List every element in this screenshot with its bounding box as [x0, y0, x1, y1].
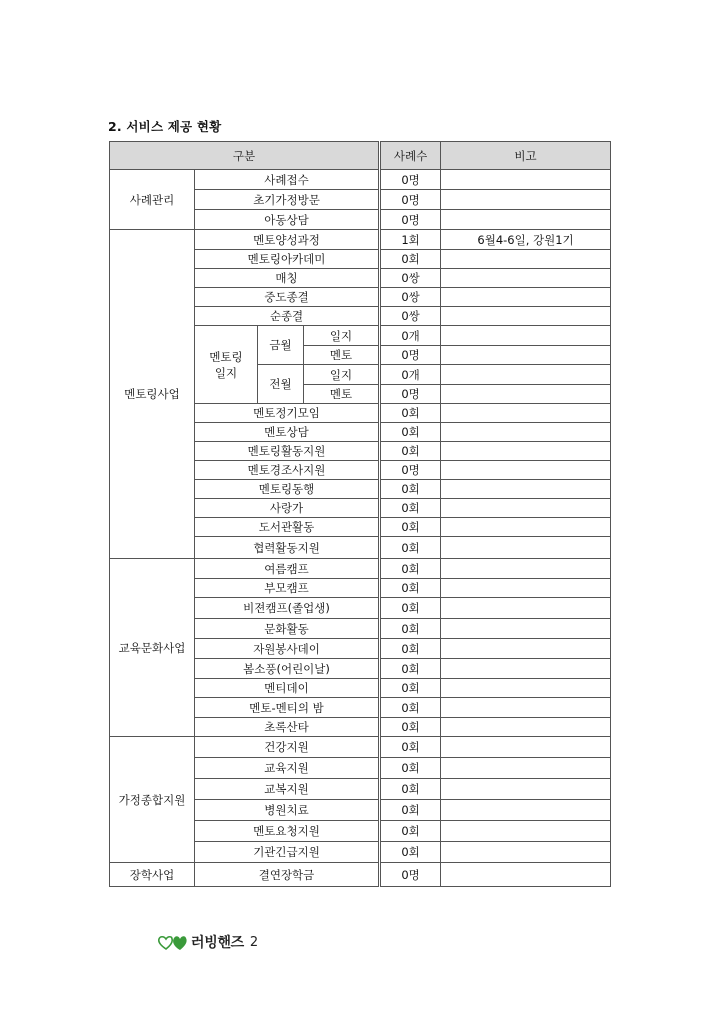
row-name: 일지: [304, 365, 380, 385]
row-note: [441, 639, 611, 659]
row-count: 0회: [380, 842, 441, 863]
row-count: 0회: [380, 499, 441, 518]
row-note: [441, 821, 611, 842]
row-note: [441, 288, 611, 307]
group-label-scholar: 장학사업: [110, 863, 195, 887]
row-note: [441, 385, 611, 404]
row-count: 0회: [380, 619, 441, 639]
row-name: 멘토: [304, 346, 380, 365]
row-count: 0회: [380, 480, 441, 499]
row-note: [441, 190, 611, 210]
row-note: [441, 326, 611, 346]
logo-text: 러빙핸즈: [191, 935, 244, 951]
row-name: 기관긴급지원: [195, 842, 380, 863]
row-name: 비젼캠프(졸업생): [195, 598, 380, 619]
table-row: [110, 170, 611, 190]
row-count: 0회: [380, 423, 441, 442]
row-note: [441, 250, 611, 269]
row-count: 0회: [380, 579, 441, 598]
row-note: [441, 698, 611, 718]
row-name: 사례접수: [195, 170, 380, 190]
row-count: 0명: [380, 210, 441, 230]
group-label-mentoring: 멘토링사업: [110, 230, 195, 559]
row-count: 0회: [380, 559, 441, 579]
row-count: 0회: [380, 800, 441, 821]
row-note: [441, 269, 611, 288]
journal-label-line2: 일지: [214, 365, 238, 380]
row-count: 0회: [380, 442, 441, 461]
row-name: 멘토요청지원: [195, 821, 380, 842]
row-count: 0회: [380, 659, 441, 679]
group-label-case: 사례관리: [110, 170, 195, 230]
row-count: 0명: [380, 385, 441, 404]
row-name: 교육지원: [195, 758, 380, 779]
row-note: [441, 579, 611, 598]
row-name: 중도종결: [195, 288, 380, 307]
table-row: [110, 737, 611, 758]
row-name: 사랑가: [195, 499, 380, 518]
row-name: 매칭: [195, 269, 380, 288]
row-note: [441, 619, 611, 639]
row-count: 0회: [380, 639, 441, 659]
row-count: 0명: [380, 170, 441, 190]
row-count: 0명: [380, 190, 441, 210]
row-note: [441, 499, 611, 518]
row-count: 1회: [380, 230, 441, 250]
row-count: 0회: [380, 779, 441, 800]
row-count: 0쌍: [380, 288, 441, 307]
row-name: 멘토상담: [195, 423, 380, 442]
journal-month-previous: 전월: [258, 365, 304, 404]
row-note: [441, 346, 611, 365]
row-count: 0개: [380, 326, 441, 346]
page-number: 2: [249, 934, 259, 950]
row-note: [441, 863, 611, 887]
row-note: [441, 307, 611, 326]
row-name: 병원치료: [195, 800, 380, 821]
header-count: 사례수: [380, 142, 441, 170]
row-name: 멘토정기모임: [195, 404, 380, 423]
row-name: 아동상담: [195, 210, 380, 230]
row-note: [441, 404, 611, 423]
row-note: [441, 800, 611, 821]
row-note: [441, 480, 611, 499]
row-name: 멘토링동행: [195, 480, 380, 499]
row-name: 결연장학금: [195, 863, 380, 887]
header-category: 구분: [110, 142, 380, 170]
row-count: 0회: [380, 737, 441, 758]
row-name: 협력활동지원: [195, 537, 380, 559]
row-name: 멘토-멘티의 밤: [195, 698, 380, 718]
row-count: 0회: [380, 404, 441, 423]
row-name: 건강지원: [195, 737, 380, 758]
row-count: 0명: [380, 461, 441, 480]
row-note: [441, 718, 611, 737]
row-note: [441, 210, 611, 230]
journal-label: [195, 326, 258, 404]
row-name: 교복지원: [195, 779, 380, 800]
row-name: 부모캠프: [195, 579, 380, 598]
service-table: [109, 141, 611, 887]
row-note: [441, 779, 611, 800]
section-title: 2. 서비스 제공 현황: [108, 119, 222, 134]
row-note: [441, 170, 611, 190]
row-name: 멘토링활동지원: [195, 442, 380, 461]
table-row: [110, 559, 611, 579]
row-count: 0명: [380, 346, 441, 365]
row-note: [441, 737, 611, 758]
row-count: 0회: [380, 598, 441, 619]
row-note: [441, 559, 611, 579]
row-note: [441, 461, 611, 480]
row-count: 0회: [380, 250, 441, 269]
page-footer: [157, 932, 258, 952]
row-name: 멘토경조사지원: [195, 461, 380, 480]
row-name: 멘토양성과정: [195, 230, 380, 250]
table-row: [110, 230, 611, 250]
row-count: 0회: [380, 758, 441, 779]
row-name: 초록산타: [195, 718, 380, 737]
journal-label-line1: 멘토링: [209, 349, 243, 364]
row-note: [441, 442, 611, 461]
row-count: 0명: [380, 863, 441, 887]
row-count: 0쌍: [380, 269, 441, 288]
row-count: 0회: [380, 679, 441, 698]
row-count: 0쌍: [380, 307, 441, 326]
heart-leaf-icon: [157, 932, 189, 952]
row-note: [441, 423, 611, 442]
row-note: [441, 842, 611, 863]
header-note: 비고: [441, 142, 611, 170]
row-name: 멘토: [304, 385, 380, 404]
row-count: 0회: [380, 718, 441, 737]
row-note: [441, 758, 611, 779]
row-name: 문화활동: [195, 619, 380, 639]
row-note: 6월4-6일, 강원1기: [441, 230, 611, 250]
row-count: 0회: [380, 518, 441, 537]
row-note: [441, 537, 611, 559]
row-count: 0회: [380, 537, 441, 559]
row-count: 0회: [380, 821, 441, 842]
row-note: [441, 659, 611, 679]
row-name: 순종결: [195, 307, 380, 326]
row-note: [441, 518, 611, 537]
row-name: 초기가정방문: [195, 190, 380, 210]
row-note: [441, 365, 611, 385]
row-name: 일지: [304, 326, 380, 346]
table-header-row: [110, 142, 611, 170]
row-name: 멘티데이: [195, 679, 380, 698]
row-note: [441, 679, 611, 698]
row-note: [441, 598, 611, 619]
journal-month-current: 금월: [258, 326, 304, 365]
row-count: 0회: [380, 698, 441, 718]
row-name: 자원봉사데이: [195, 639, 380, 659]
group-label-family: 가정종합지원: [110, 737, 195, 863]
row-count: 0개: [380, 365, 441, 385]
row-name: 여름캠프: [195, 559, 380, 579]
table-row: [110, 863, 611, 887]
row-name: 도서관활동: [195, 518, 380, 537]
row-name: 봄소풍(어린이날): [195, 659, 380, 679]
row-name: 멘토링아카데미: [195, 250, 380, 269]
group-label-edu: 교육문화사업: [110, 559, 195, 737]
